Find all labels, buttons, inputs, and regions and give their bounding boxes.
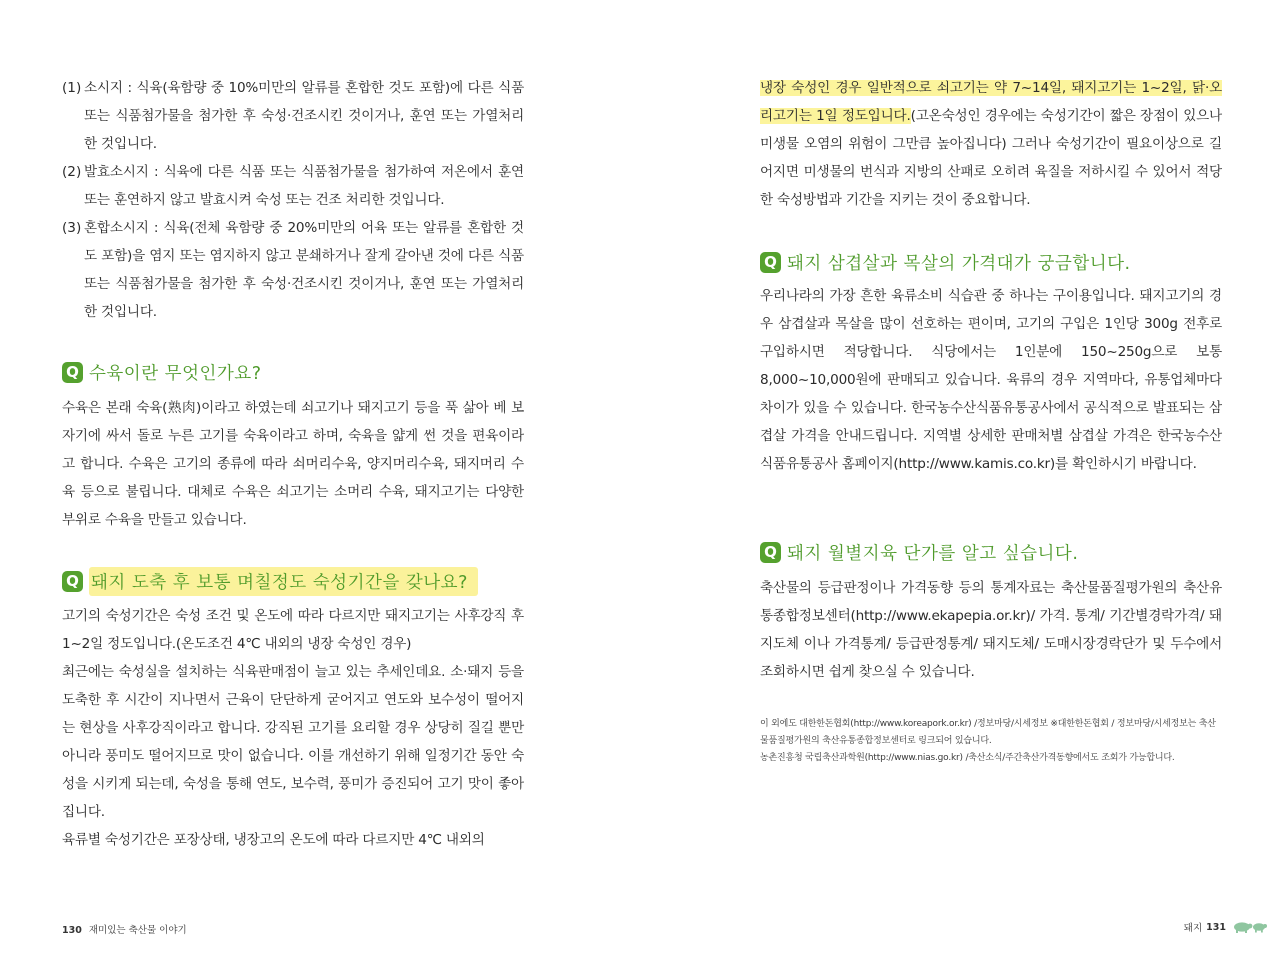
answer-text: 우리나라의 가장 흔한 육류소비 식습관 중 하나는 구이용입니다. 돼지고기의 경우 삼겹살과 목살을 많이 선호하는 편이며, 고기의 구입은 1인당 300g 전후로 구입하시면 적당합니다. 식당에서는 1인분에 150~250g으로 보통 8,000~10,000원에 판매되고 있습니다. 육류의 경우 지역마다, 유통업체마다 차이가 있을 수 있습니다. 한국농수산식품유통공사에서 공식적으로 발표되는 삼겹살 가격을 안내드립니다. 지역별 상세한 판매처별 삼겹살 가격은 한국농수산식품유통공사 홈페이지(http://www.kamis.co.kr)를 확인하시기 바랍니다. <box>760 288 1222 472</box>
list-number: (1) <box>62 80 82 96</box>
question-title: 돼지 삼겹살과 목살의 가격대가 궁금합니다. <box>787 253 1131 274</box>
answer-text-1: 고기의 숙성기간은 숙성 조건 및 온도에 따라 다르지만 돼지고기는 사후강직 후 1~2일 정도입니다.(온도조건 4℃ 내외의 냉장 숙성인 경우) <box>62 608 524 652</box>
q-badge-icon: Q <box>760 542 781 563</box>
answer-monthly <box>760 574 1222 686</box>
question-heading-suyuk <box>62 357 262 387</box>
question-heading-aging <box>62 566 478 596</box>
page-number: 130 <box>62 925 82 936</box>
answer-aging <box>62 602 524 854</box>
list-number: (2) <box>62 164 82 180</box>
question-heading-price <box>760 247 1131 277</box>
list-text: 혼합소시지 : 식육(전체 육함량 중 20%미만의 어육 또는 알류를 혼합한 것도 포함)을 염지 또는 염지하지 않고 분쇄하거나 잘게 갈아낸 것에 다른 식품 또는 식품첨가물을 첨가한 후 숙성·건조시킨 것이거나, 훈연 또는 가열처리한 것입니다. <box>84 220 524 320</box>
left-page <box>62 0 524 959</box>
question-title: 수육이란 무엇인가요? <box>89 363 262 384</box>
q-badge-icon: Q <box>62 362 83 383</box>
section-name: 돼지 <box>1183 923 1203 934</box>
footnote: 이 외에도 대한한돈협회(http://www.koreapork.or.kr) /정보마당/시세정보 ※대한한돈협회 / 정보마당/시세정보는 축산물품질평가원의 축산유통종합정보센터로 링크되어 있습니다. <box>760 719 1216 746</box>
page-number: 131 <box>1206 921 1226 933</box>
answer-text: 축산물의 등급판정이나 가격동향 등의 통계자료는 축산물품질평가원의 축산유통종합정보센터(http://www.ekapepia.or.kr)/ 가격. 통계/ 기간별경락가격/ 돼지도체 이나 가격통계/ 등급판정통계/ 돼지도체/ 도매시장경락단가 및 두수에서 조회하시면 쉽게 찾으실 수 있습니다. <box>760 580 1222 680</box>
right-page <box>760 0 1222 959</box>
continued-text <box>760 74 1222 214</box>
list-item <box>62 158 524 214</box>
footnotes <box>760 716 1222 767</box>
continued-rest: (고온숙성인 경우에는 숙성기간이 짧은 장점이 있으나 미생물 오염의 위험이 그만큼 높아집니다) 그러나 숙성기간이 필요이상으로 길어지면 미생물의 번식과 지방의 산패로 오히려 육질을 저하시킬 수 있어서 적당한 숙성방법과 기간을 지키는 것이 중요합니다. <box>760 108 1222 208</box>
question-title: 돼지 월별지육 단가를 알고 싶습니다. <box>787 543 1079 564</box>
book-title: 재미있는 축산물 이야기 <box>88 925 187 936</box>
pig-icon <box>1232 920 1268 934</box>
question-heading-monthly <box>760 537 1078 567</box>
footer-right <box>1184 920 1268 934</box>
footnote: 농촌진흥청 국립축산과학원(http://www.nias.go.kr) /축산소식/주간축산가격동향에서도 조회가 가능합니다. <box>760 753 1175 763</box>
aging-continued <box>760 74 1222 214</box>
question-title: 돼지 도축 후 보통 며칠정도 숙성기간을 갖나요? <box>89 567 478 596</box>
highlighted-text: 냉장 숙성인 경우 일반적으로 쇠고기는 약 7~14일, 돼지고기는 1~2일, 닭·오리고기는 1일 정도입니다. <box>760 80 1222 124</box>
list-item <box>62 74 524 158</box>
list-number: (3) <box>62 220 82 236</box>
footer-left <box>62 922 187 936</box>
answer-text: 수육은 본래 숙육(熟肉)이라고 하였는데 쇠고기나 돼지고기 등을 푹 삶아 베 보자기에 싸서 돌로 누른 고기를 숙육이라고 하며, 숙육을 얇게 썬 것을 편육이라고 합니다. 수육은 고기의 종류에 따라 쇠머리수육, 양지머리수육, 돼지머리 수육 등으로 불립니다. 대체로 수육은 쇠고기는 소머리 수육, 돼지고기는 다양한 부위로 수육을 만들고 있습니다. <box>62 400 524 528</box>
answer-price <box>760 282 1222 478</box>
q-badge-icon: Q <box>760 252 781 273</box>
answer-text-2: 최근에는 숙성실을 설치하는 식육판매점이 늘고 있는 추세인데요. 소·돼지 등을 도축한 후 시간이 지나면서 근육이 단단하게 굳어지고 연도와 보수성이 떨어지는 현상을 사후강직이라고 합니다. 강직된 고기를 요리할 경우 상당히 질길 뿐만 아니라 풍미도 떨어지므로 맛이 없습니다. 이를 개선하기 위해 일정기간 동안 숙성을 시키게 되는데, 숙성을 통해 연도, 보수력, 풍미가 증진되어 고기 맛이 좋아집니다. <box>62 664 524 820</box>
list-item <box>62 214 524 326</box>
answer-text-3: 육류별 숙성기간은 포장상태, 냉장고의 온도에 따라 다르지만 4℃ 내외의 <box>62 832 485 848</box>
list-text: 소시지 : 식육(육함량 중 10%미만의 알류를 혼합한 것도 포함)에 다른 식품 또는 식품첨가물을 첨가한 후 숙성·건조시킨 것이거나, 훈연 또는 가열처리한 것입니다. <box>84 80 524 152</box>
q-badge-icon: Q <box>62 571 83 592</box>
list-text: 발효소시지 : 식육에 다른 식품 또는 식품첨가물을 첨가하여 저온에서 훈연 또는 훈연하지 않고 발효시켜 숙성 또는 건조 처리한 것입니다. <box>84 164 524 208</box>
answer-suyuk <box>62 394 524 534</box>
